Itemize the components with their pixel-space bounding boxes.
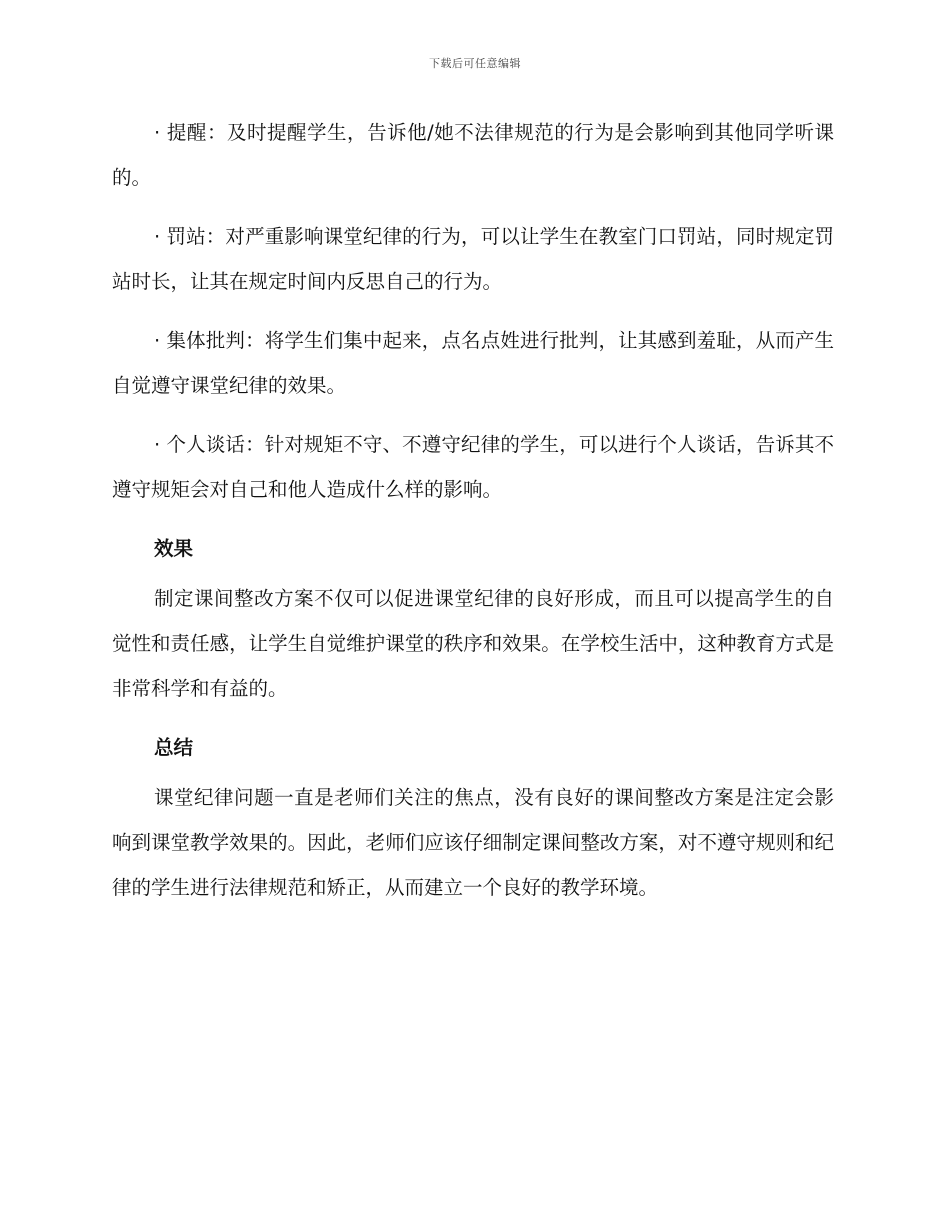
bullet-standing-penalty: · 罚站：对严重影响课堂纪律的行为，可以让学生在教室门口罚站，同时规定罚站时长，让其在规定时间内反思自己的行为。 xyxy=(112,225,834,293)
effect-heading: 效果 xyxy=(154,537,194,560)
effect-paragraph: 制定课间整改方案不仅可以促进课堂纪律的良好形成，而且可以提高学生的自觉性和责任感，让学生自觉维护课堂的秩序和效果。在学校生活中，这种教育方式是非常科学和有益的。 xyxy=(112,587,834,700)
bullet-reminder: · 提醒：及时提醒学生，告诉他/她不法律规范的行为是会影响到其他同学听课的。 xyxy=(112,121,834,189)
summary-heading: 总结 xyxy=(154,736,194,759)
document-body xyxy=(112,110,834,924)
bullet-group-criticism: · 集体批判：将学生们集中起来，点名点姓进行批判，让其感到羞耻，从而产生自觉遵守课堂纪律的效果。 xyxy=(112,329,834,397)
header-note: 下载后可任意编辑 xyxy=(429,57,521,70)
bullet-personal-talk: · 个人谈话：针对规矩不守、不遵守纪律的学生，可以进行个人谈话，告诉其不遵守规矩会对自己和他人造成什么样的影响。 xyxy=(112,433,834,501)
summary-paragraph: 课堂纪律问题一直是老师们关注的焦点，没有良好的课间整改方案是注定会影响到课堂教学效果的。因此，老师们应该仔细制定课间整改方案，对不遵守规则和纪律的学生进行法律规范和矫正，从而建立一个良好的教学环境。 xyxy=(112,786,834,899)
